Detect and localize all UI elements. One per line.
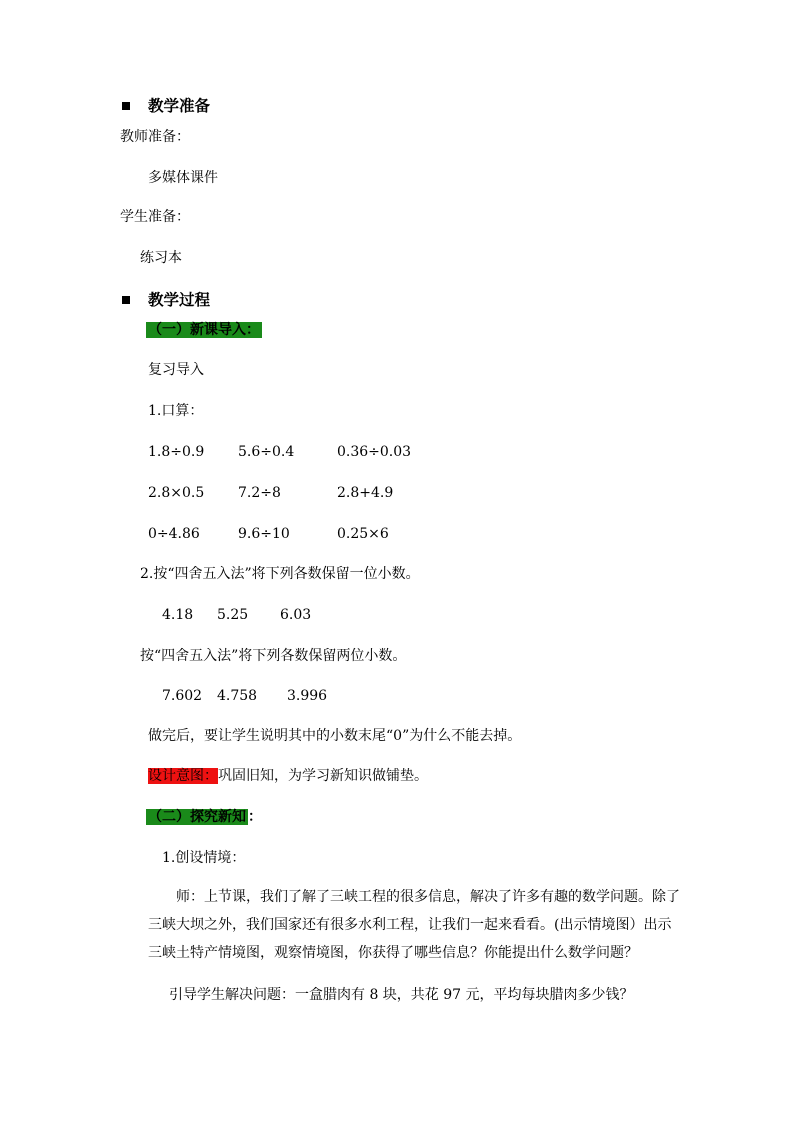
student-prep-item: 练习本 <box>140 250 182 266</box>
design-intent-line <box>148 767 428 785</box>
student-prep-label: 学生准备： <box>120 209 190 225</box>
calc-cell: 5.6÷0.4 <box>238 444 295 460</box>
section-title-prep: 教学准备 <box>148 96 211 115</box>
after-text: 做完后，要让学生说明其中的小数末尾“0”为什么不能去掉。 <box>148 728 522 744</box>
design-intent-label: 设计意图： <box>148 768 218 784</box>
design-intent-text: 巩固旧知，为学习新知识做铺垫。 <box>218 768 428 784</box>
paragraph-line: 三峡大坝之外，我们国家还有很多水利工程，让我们一起来看看。(出示情境图）出示 <box>148 917 672 933</box>
part1-label-line <box>146 321 262 339</box>
calc-cell: 0.36÷0.03 <box>337 444 412 460</box>
calc-cell: 0.25×6 <box>337 526 389 542</box>
q3-number: 4.758 <box>217 688 258 704</box>
section-bullet <box>122 296 130 304</box>
guide-text: 引导学生解决问题：一盒腊肉有 8 块，共花 97 元，平均每块腊肉多少钱？ <box>169 987 634 1003</box>
calc-cell: 1.8÷0.9 <box>148 444 205 460</box>
paragraph-line: 师：上节课，我们了解了三峡工程的很多信息，解决了许多有趣的数学问题。除了 <box>176 889 680 905</box>
calc-cell: 2.8+4.9 <box>337 485 394 501</box>
teacher-prep-label: 教师准备： <box>120 129 190 145</box>
q1-label: 1.口算： <box>148 403 204 419</box>
part1-label: （一）新课导入： <box>148 322 260 338</box>
review-text: 复习导入 <box>148 362 204 378</box>
q2-text: 2.按“四舍五入法”将下列各数保留一位小数。 <box>140 566 420 582</box>
section-bullet <box>122 102 130 110</box>
q3-text: 按“四舍五入法”将下列各数保留两位小数。 <box>140 648 407 664</box>
part2-label-line <box>146 808 262 826</box>
part2-label: （二）探究新知 <box>148 809 246 825</box>
q3-number: 7.602 <box>162 688 203 704</box>
calc-cell: 9.6÷10 <box>238 526 290 542</box>
part2-colon: ： <box>248 809 262 825</box>
q2-number: 6.03 <box>280 607 312 623</box>
q2-number: 4.18 <box>162 607 194 623</box>
calc-cell: 2.8×0.5 <box>148 485 205 501</box>
q2-number: 5.25 <box>217 607 249 623</box>
section-title-process: 教学过程 <box>148 290 211 309</box>
paragraph-line: 三峡土特产情境图，观察情境图，你获得了哪些信息？你能提出什么数学问题？ <box>148 945 638 961</box>
q3-number: 3.996 <box>287 688 328 704</box>
calc-cell: 0÷4.86 <box>148 526 200 542</box>
teacher-prep-item: 多媒体课件 <box>148 170 218 186</box>
calc-cell: 7.2÷8 <box>238 485 281 501</box>
scene-label: 1.创设情境： <box>162 850 246 866</box>
